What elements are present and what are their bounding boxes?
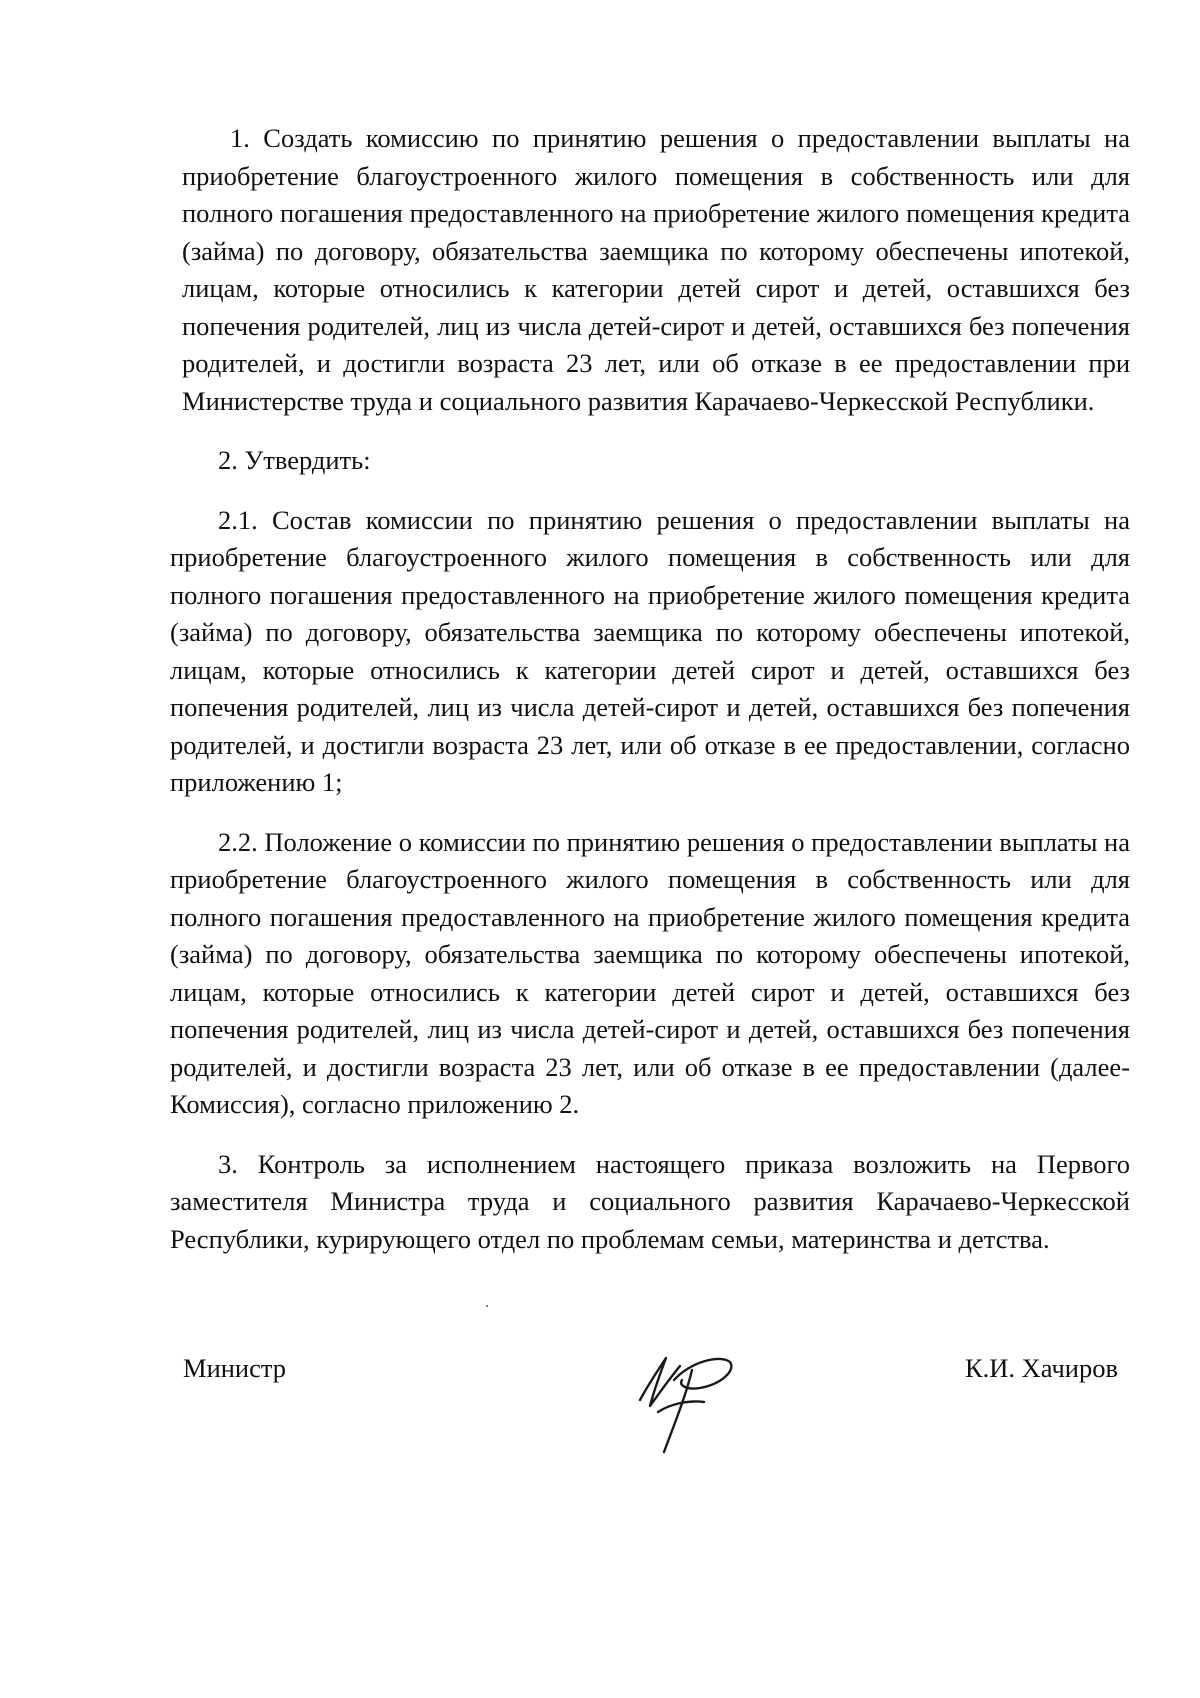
- signatory-position: Министр: [183, 1353, 287, 1383]
- paragraph-2: 2. Утвердить:: [218, 445, 371, 475]
- paragraph-2-2: 2.2. Положение о комиссии по принятию решения о предоставлении выплаты на приобретение благоустроенного жилого помещения в собственность или для полного погашения предоставленного на приобретение жилого помещения кредита (займа) по договору, обязательства заемщика по которому обеспечены ипотекой, лицам, которые относились к категории детей сирот и детей, оставшихся без попечения родителей, лиц из числа детей-сирот и детей, оставшихся без попечения родителей, и достигли возраста 23 лет, или об отказе в ее предоставлении (далее-Комиссия), согласно приложению 2.: [170, 826, 1130, 1119]
- handwritten-signature-icon: [630, 1340, 740, 1460]
- paragraph-1: 1. Создать комиссию по принятию решения о предоставлении выплаты на приобретение благоустроенного жилого помещения в собственность или для полного погашения предоставленного на приобретение жилого помещения кредита (займа) по договору, обязательства заемщика по которому обеспечены ипотекой, лицам, которые относились к категории детей сирот и детей, оставшихся без попечения родителей, лиц из числа детей-сирот и детей, оставшихся без попечения родителей, и достигли возраста 23 лет, или об отказе в ее предоставлении при Министерстве труда и социального развития Карачаево-Черкесской Республики.: [182, 123, 1130, 416]
- signatory-name: К.И. Хачиров: [964, 1353, 1118, 1383]
- paragraph-2-1: 2.1. Состав комиссии по принятию решения о предоставлении выплаты на приобретение благоустроенного жилого помещения в собственность или для полного погашения предоставленного на приобретение жилого помещения кредита (займа) по договору, обязательства заемщика по которому обеспечены ипотекой, лицам, которые относились к категории детей сирот и детей, оставшихся без попечения родителей, лиц из числа детей-сирот и детей, оставшихся без попечения родителей, и достигли возраста 23 лет, или об отказе в ее предоставлении, согласно приложению 1;: [170, 504, 1130, 797]
- paragraph-3: 3. Контроль за исполнением настоящего приказа возложить на Первого заместителя Министра труда и социального развития Карачаево-Черкесской Республики, курирующего отдел по проблемам семьи, материнства и детства.: [170, 1148, 1130, 1254]
- document-body: [170, 120, 1130, 1258]
- scan-speck: [486, 1305, 488, 1307]
